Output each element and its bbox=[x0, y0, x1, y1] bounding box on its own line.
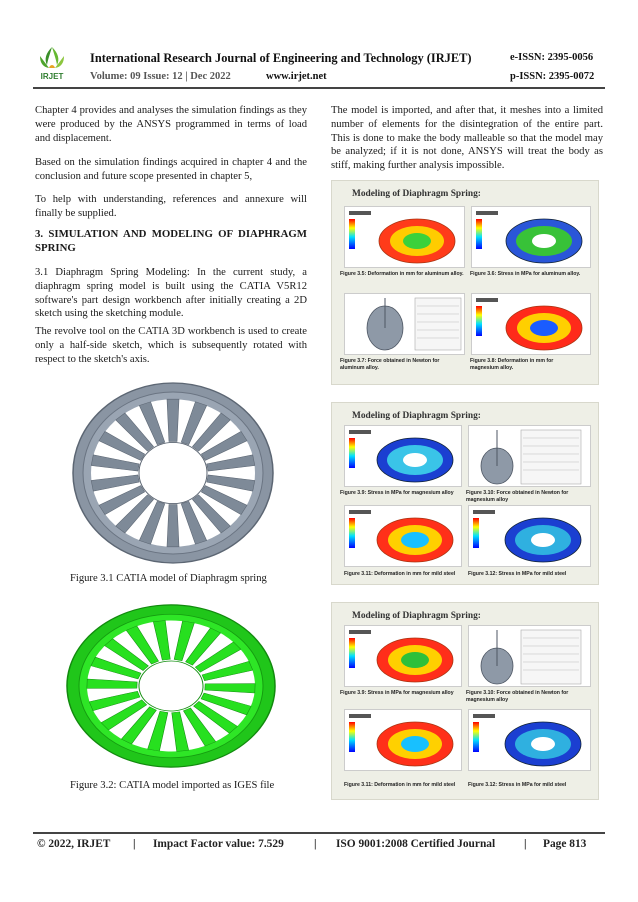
footer-separator: | bbox=[314, 838, 317, 850]
figure-caption: Figure 3.2: CATIA model imported as IGES file bbox=[70, 780, 275, 791]
footer-iso: ISO 9001:2008 Certified Journal bbox=[336, 838, 496, 850]
panel-caption: Figure 3.5: Deformation in mm for aluminum alloy. bbox=[340, 271, 464, 277]
panel-caption: Figure 3.10: Force obtained in Newton for magnesium alloy bbox=[466, 490, 569, 503]
ansys-force-mg-thumbnail bbox=[468, 625, 591, 687]
irjet-logo bbox=[35, 44, 69, 84]
header-rule bbox=[33, 87, 605, 89]
footer-impact-factor: Impact Factor value: 7.529 bbox=[153, 838, 284, 850]
simulation-panel-3 bbox=[331, 602, 599, 800]
ansys-deformation-steel-thumbnail bbox=[344, 505, 462, 567]
panel-caption: Figure 3.11: Deformation in mm for mild steel bbox=[344, 782, 456, 788]
panel-caption: Figure 3.9: Stress in MPa for magnesium alloy bbox=[340, 490, 454, 496]
diaphragm-spring-gray-render bbox=[59, 373, 287, 567]
volume-issue: Volume: 09 Issue: 12 | Dec 2022 bbox=[90, 71, 231, 82]
panel-caption: Figure 3.8: Deformation in mm for magnesium alloy. bbox=[470, 358, 554, 371]
ansys-deformation-steel-thumbnail bbox=[344, 709, 462, 771]
panel-title: Modeling of Diaphragm Spring: bbox=[352, 411, 481, 421]
journal-title: International Research Journal of Engineering and Technology (IRJET) bbox=[90, 51, 472, 65]
simulation-panel-1 bbox=[331, 180, 599, 385]
ansys-deformation-mg-thumbnail bbox=[471, 293, 591, 355]
irjet-logo-text: IRJET bbox=[40, 72, 64, 81]
ansys-stress-steel-thumbnail bbox=[468, 505, 591, 567]
journal-website[interactable]: www.irjet.net bbox=[266, 71, 327, 82]
footer-page-number: Page 813 bbox=[543, 838, 587, 850]
footer-separator: | bbox=[524, 838, 527, 850]
panel-caption: Figure 3.7: Force obtained in Newton for aluminum alloy. bbox=[340, 358, 440, 371]
e-issn: e-ISSN: 2395-0056 bbox=[510, 52, 594, 63]
panel-caption: Figure 3.11: Deformation in mm for mild steel bbox=[344, 571, 456, 577]
ansys-force-mg-thumbnail bbox=[468, 425, 591, 487]
paragraph: 3.1 Diaphragm Spring Modeling: In the current study, a diaphragm spring model is built using the CATIA V5R12 software's part design workbench after initially creating a 2D sketch using the sketching module. bbox=[35, 267, 307, 320]
panel-caption: Figure 3.12: Stress in MPa for mild steel bbox=[468, 782, 567, 788]
paragraph: The model is imported, and after that, it meshes into a limited number of elements for the disintegration of the entire part. This is done to make the body malleable so that the model may be analyzed; if it is not done, ANSYS will treat the body as stiff, making further analysis impossible. bbox=[331, 105, 603, 172]
panel-caption: Figure 3.6: Stress in MPa for aluminum alloy. bbox=[470, 271, 581, 277]
ansys-stress-steel-thumbnail bbox=[468, 709, 591, 771]
simulation-panel-2 bbox=[331, 402, 599, 585]
ansys-deformation-thumbnail bbox=[344, 206, 465, 268]
p-issn: p-ISSN: 2395-0072 bbox=[510, 71, 595, 82]
section-heading: 3. SIMULATION AND MODELING OF DIAPHRAGM SPRING bbox=[35, 228, 307, 254]
panel-caption: Figure 3.10: Force obtained in Newton for magnesium alloy bbox=[466, 690, 569, 703]
diaphragm-spring-green-render bbox=[59, 596, 287, 774]
figure-catia-model bbox=[59, 373, 287, 567]
paragraph: To help with understanding, references and annexure will finally be supplied. bbox=[35, 194, 307, 219]
footer-separator: | bbox=[133, 838, 136, 850]
figure-caption: Figure 3.1 CATIA model of Diaphragm spring bbox=[70, 573, 267, 584]
ansys-stress-mg-thumbnail bbox=[344, 425, 462, 487]
figure-iges-model bbox=[59, 596, 287, 774]
panel-title: Modeling of Diaphragm Spring: bbox=[352, 189, 481, 199]
ansys-stress-mg-thumbnail bbox=[344, 625, 462, 687]
panel-caption: Figure 3.9: Stress in MPa for magnesium alloy bbox=[340, 690, 454, 696]
footer-copyright: © 2022, IRJET bbox=[37, 838, 111, 850]
ansys-force-thumbnail bbox=[344, 293, 465, 355]
paragraph: Based on the simulation findings acquired in chapter 4 and the conclusion and future scope presented in chapter 5, bbox=[35, 157, 307, 182]
panel-caption: Figure 3.12: Stress in MPa for mild steel bbox=[468, 571, 567, 577]
footer-rule bbox=[33, 832, 605, 834]
ansys-stress-thumbnail bbox=[471, 206, 591, 268]
paragraph: The revolve tool on the CATIA 3D workbench is used to create only a half-side sketch, which is subsequently rotated with respect to the sketch's axis. bbox=[35, 326, 307, 365]
panel-title: Modeling of Diaphragm Spring: bbox=[352, 611, 481, 621]
paragraph: Chapter 4 provides and analyses the simulation findings as they were produced by the ANSYS programmed in terms of load and displacement. bbox=[35, 105, 307, 144]
